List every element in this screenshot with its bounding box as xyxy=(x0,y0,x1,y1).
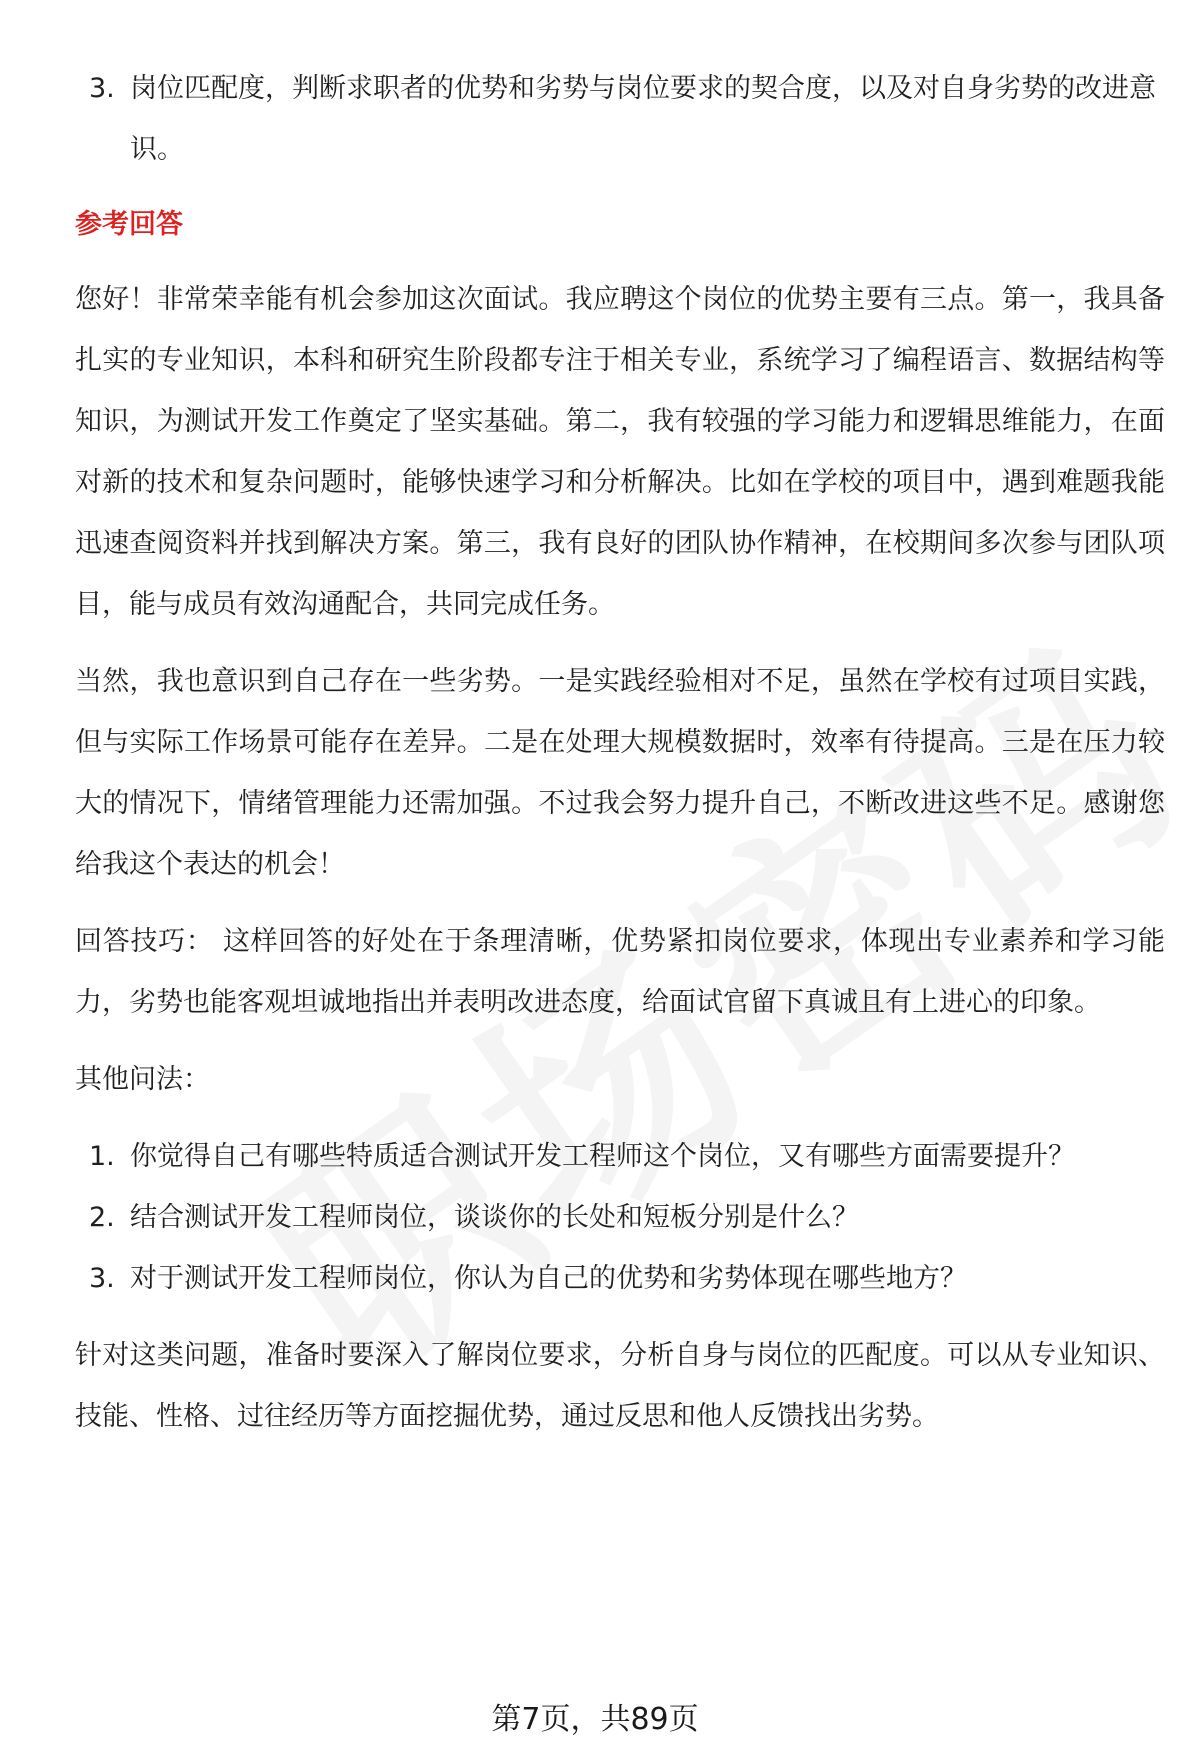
page-number: 第7页，共89页 xyxy=(491,1702,699,1737)
list-number: 1. xyxy=(89,1141,115,1172)
list-text: 对于测试开发工程师岗位，你认为自己的优势和劣势体现在哪些地方？ xyxy=(130,1263,967,1294)
list-number: 2. xyxy=(89,1202,115,1233)
list-item xyxy=(75,1187,1165,1248)
list-item xyxy=(75,1126,1165,1187)
list-number: 3. xyxy=(89,73,115,104)
answer-heading: 参考回答 xyxy=(75,209,183,240)
list-text: 岗位匹配度，判断求职者的优势和劣势与岗位要求的契合度，以及对自身劣势的改进意识。 xyxy=(130,73,1156,165)
answer-paragraph-1: 您好！非常荣幸能有机会参加这次面试。我应聘这个岗位的优势主要有三点。第一，我具备扎实的专业知识，本科和研究生阶段都专注于相关专业，系统学习了编程语言、数据结构等知识，为测试开发工作奠定了坚实基础。第二，我有较强的学习能力和逻辑思维能力，在面对新的技术和复杂问题时，能够快速学习和分析解决。比如在学校的项目中，遇到难题我能迅速查阅资料并找到解决方案。第三，我有良好的团队协作精神，在校期间多次参与团队项目，能与成员有效沟通配合，共同完成任务。 xyxy=(75,284,1165,620)
page-content xyxy=(75,58,1165,1447)
list-item xyxy=(75,1248,1165,1309)
closing-paragraph: 针对这类问题，准备时要深入了解岗位要求，分析自身与岗位的匹配度。可以从专业知识、技能、性格、过往经历等方面挖掘优势，通过反思和他人反馈找出劣势。 xyxy=(75,1340,1165,1432)
list-text: 你觉得自己有哪些特质适合测试开发工程师这个岗位，又有哪些方面需要提升？ xyxy=(130,1141,1075,1172)
answer-paragraph-2: 当然，我也意识到自己存在一些劣势。一是实践经验相对不足，虽然在学校有过项目实践，但与实际工作场景可能存在差异。二是在处理大规模数据时，效率有待提高。三是在压力较大的情况下，情绪管理能力还需加强。不过我会努力提升自己，不断改进这些不足。感谢您给我这个表达的机会！ xyxy=(75,666,1165,880)
list-item xyxy=(75,58,1165,180)
list-number: 3. xyxy=(89,1263,115,1294)
answer-tips: 回答技巧： 这样回答的好处在于条理清晰，优势紧扣岗位要求，体现出专业素养和学习能力，劣势也能客观坦诚地指出并表明改进态度，给面试官留下真诚且有上进心的印象。 xyxy=(75,926,1165,1018)
list-text: 结合测试开发工程师岗位，谈谈你的长处和短板分别是什么？ xyxy=(130,1202,859,1233)
other-questions-list xyxy=(75,1126,1165,1309)
criteria-list xyxy=(75,58,1165,180)
other-questions-heading: 其他问法： xyxy=(75,1064,210,1095)
